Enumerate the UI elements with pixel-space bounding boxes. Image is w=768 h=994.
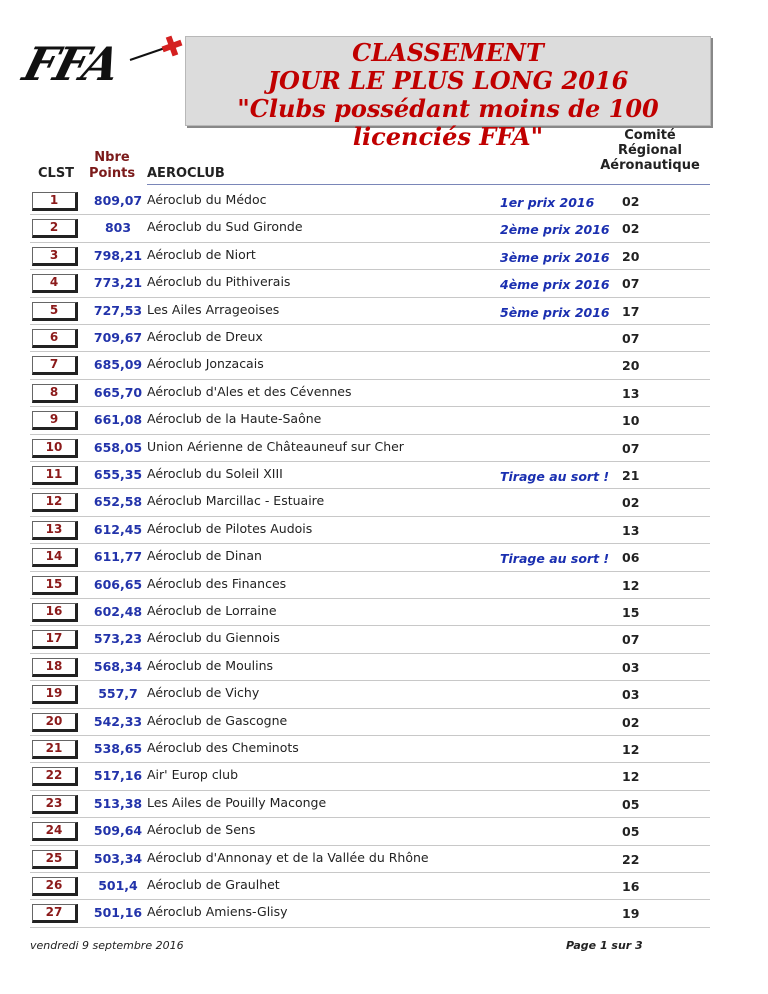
points-value: 606,65 [93, 576, 143, 592]
col-header-points: Points [88, 166, 136, 181]
club-name: Aéroclub de Moulins [147, 657, 274, 673]
crn-code: 02 [622, 221, 640, 237]
crn-code: 22 [622, 851, 640, 867]
rank-box: 19 [32, 685, 78, 704]
rank-box: 13 [32, 521, 78, 540]
table-row [30, 489, 710, 516]
crn-line-2: Régional [617, 143, 682, 158]
col-header-aeroclub: AEROCLUB [147, 166, 225, 181]
crn-code: 07 [622, 632, 640, 648]
rank-box: 14 [32, 548, 78, 567]
rank-box: 25 [32, 850, 78, 869]
club-name: Aéroclub de Vichy [147, 685, 260, 701]
rank-box: 11 [32, 466, 78, 485]
crn-code: 19 [622, 906, 640, 922]
rank-box: 7 [32, 356, 78, 375]
table-row [30, 380, 710, 407]
club-name: Aéroclub du Pithiverais [147, 274, 291, 290]
table-row [30, 709, 710, 736]
prize-label: 2ème prix 2016 [500, 222, 610, 238]
table-row [30, 654, 710, 681]
club-name: Les Ailes de Pouilly Maconge [147, 794, 327, 810]
title-line-1: CLASSEMENT [352, 38, 544, 67]
club-name: Aéroclub d'Ales et des Cévennes [147, 383, 352, 399]
points-value: 685,09 [93, 357, 143, 373]
crn-code: 13 [622, 385, 640, 401]
crn-code: 03 [622, 687, 640, 703]
points-value: 501,4 [98, 878, 138, 893]
points-value: 568,34 [93, 658, 143, 674]
table-row [30, 846, 710, 873]
plane-icon [159, 33, 185, 59]
points-value: 503,34 [93, 850, 143, 866]
club-name: Aéroclub Jonzacais [147, 356, 264, 372]
prize-label: Tirage au sort ! [500, 469, 610, 484]
points-value: 652,58 [93, 494, 143, 510]
crn-code: 12 [622, 742, 640, 757]
prize-label: 3ème prix 2016 [500, 249, 610, 265]
club-name: Aéroclub Amiens-Glisy [147, 904, 288, 920]
prize-label: 1er prix 2016 [500, 195, 595, 210]
club-name: Les Ailes Arrageoises [147, 301, 280, 317]
crn-code: 07 [622, 331, 640, 346]
crn-code: 05 [622, 824, 640, 840]
table-row [30, 352, 710, 379]
crn-code: 20 [622, 358, 640, 374]
crn-code: 02 [622, 714, 640, 730]
table-row [30, 243, 710, 270]
crn-code: 15 [622, 605, 640, 620]
crn-code: 02 [622, 495, 640, 511]
points-value: 809,07 [93, 193, 143, 208]
points-value: 513,38 [93, 795, 143, 811]
prize-label: 5ème prix 2016 [500, 304, 610, 320]
rank-box: 10 [32, 439, 78, 458]
crn-code: 03 [622, 659, 640, 675]
crn-code: 06 [622, 550, 640, 566]
club-name: Union Aérienne de Châteauneuf sur Cher [147, 438, 404, 454]
club-name: Aéroclub de Dreux [147, 329, 263, 344]
club-name: Aéroclub de Graulhet [147, 877, 280, 892]
prize-label: 4ème prix 2016 [500, 277, 610, 293]
points-value: 665,70 [93, 384, 143, 400]
table-row [30, 626, 710, 653]
rank-box: 15 [32, 576, 78, 595]
club-name: Aéroclub de Dinan [147, 548, 262, 564]
points-value: 557,7 [98, 686, 138, 702]
crn-code: 12 [622, 577, 640, 593]
crn-code: 07 [622, 440, 640, 456]
rank-box: 17 [32, 630, 78, 649]
club-name: Aéroclub du Sud Gironde [147, 219, 303, 235]
club-name: Aéroclub de Niort [147, 246, 256, 262]
table-row [30, 325, 710, 352]
rank-box: 26 [32, 877, 78, 896]
prize-label: Tirage au sort ! [500, 551, 610, 567]
crn-code: 10 [622, 413, 640, 429]
club-name: Aéroclub du Soleil XIII [147, 466, 283, 481]
col-header-clst: CLST [38, 166, 75, 181]
points-value: 655,35 [93, 467, 143, 482]
rank-box: 8 [32, 384, 78, 403]
crn-code: 12 [622, 769, 640, 785]
rank-box: 12 [32, 493, 78, 512]
club-name: Air' Europ club [147, 767, 239, 783]
table-row [30, 298, 710, 325]
crn-code: 13 [622, 522, 640, 538]
col-header-nbre: Nbre [94, 150, 130, 165]
header-divider [147, 184, 710, 185]
points-value: 517,16 [93, 768, 143, 784]
points-value: 803 [104, 220, 132, 236]
logo-text: FFA [17, 37, 125, 92]
table-row [30, 270, 710, 297]
crn-code: 16 [622, 879, 640, 894]
club-name: Aéroclub d'Annonay et de la Vallée du Rhône [147, 849, 429, 865]
rank-box: 2 [32, 219, 78, 238]
table-row [30, 517, 710, 544]
points-value: 573,23 [93, 631, 143, 647]
table-row [30, 900, 710, 927]
rank-box: 27 [32, 904, 78, 923]
points-value: 611,77 [93, 549, 143, 565]
club-name: Aéroclub de Pilotes Audois [147, 520, 313, 536]
rank-box: 16 [32, 603, 78, 622]
points-value: 658,05 [93, 439, 143, 455]
points-value: 773,21 [93, 275, 143, 291]
club-name: Aéroclub du Giennois [147, 630, 280, 646]
table-row [30, 215, 710, 242]
rank-box: 1 [32, 192, 78, 211]
table-row [30, 791, 710, 818]
club-name: Aéroclub de Sens [147, 822, 256, 838]
rank-box: 23 [32, 795, 78, 814]
rank-box: 18 [32, 658, 78, 677]
table-row [30, 407, 710, 434]
points-value: 661,08 [93, 412, 143, 428]
rank-box: 24 [32, 822, 78, 841]
club-name: Aéroclub des Cheminots [147, 740, 299, 755]
title-line-3: "Clubs possédant moins de 100 licenciés FFA" [237, 94, 659, 151]
crn-code: 02 [622, 194, 640, 209]
crn-code: 21 [622, 468, 640, 483]
points-value: 602,48 [93, 604, 143, 619]
club-name: Aéroclub Marcillac - Estuaire [147, 493, 325, 509]
crn-code: 05 [622, 796, 640, 812]
crn-line-3: Aéronautique [600, 158, 700, 173]
table-row [30, 462, 710, 489]
rank-box: 6 [32, 329, 78, 348]
footer-page: Page 1 sur 3 [566, 939, 643, 952]
points-value: 798,21 [93, 247, 143, 263]
points-value: 612,45 [93, 521, 143, 537]
footer-date: vendredi 9 septembre 2016 [30, 939, 184, 952]
table-row [30, 599, 710, 626]
rank-box: 21 [32, 740, 78, 759]
rank-box: 9 [32, 411, 78, 430]
title-line-2: JOUR LE PLUS LONG 2016 [267, 66, 629, 95]
rank-box: 20 [32, 713, 78, 732]
crn-code: 20 [622, 248, 640, 264]
points-value: 509,64 [93, 823, 143, 839]
crn-code: 17 [622, 303, 640, 319]
rank-box: 22 [32, 767, 78, 786]
points-value: 542,33 [93, 713, 143, 729]
crn-code: 07 [622, 276, 640, 292]
crn-line-1: Comité [624, 128, 676, 143]
club-name: Aéroclub du Médoc [147, 192, 267, 207]
table-row [30, 873, 710, 900]
club-name: Aéroclub des Finances [147, 575, 287, 591]
table-row [30, 572, 710, 599]
points-value: 501,16 [93, 905, 143, 921]
rank-box: 5 [32, 302, 78, 321]
club-name: Aéroclub de Gascogne [147, 712, 288, 728]
club-name: Aéroclub de Lorraine [147, 603, 277, 618]
points-value: 709,67 [93, 330, 143, 345]
ffa-logo [17, 30, 190, 92]
table-row [30, 763, 710, 790]
table-row [30, 544, 710, 571]
club-name: Aéroclub de la Haute-Saône [147, 411, 322, 427]
table-row [30, 736, 710, 763]
rank-box: 3 [32, 247, 78, 266]
points-value: 538,65 [93, 741, 143, 756]
table-row [30, 435, 710, 462]
rank-box: 4 [32, 274, 78, 293]
row-divider [30, 927, 710, 928]
table-row [30, 818, 710, 845]
table-row [30, 681, 710, 708]
col-header-crn [590, 128, 710, 173]
points-value: 727,53 [93, 302, 143, 318]
table-row [30, 188, 710, 215]
